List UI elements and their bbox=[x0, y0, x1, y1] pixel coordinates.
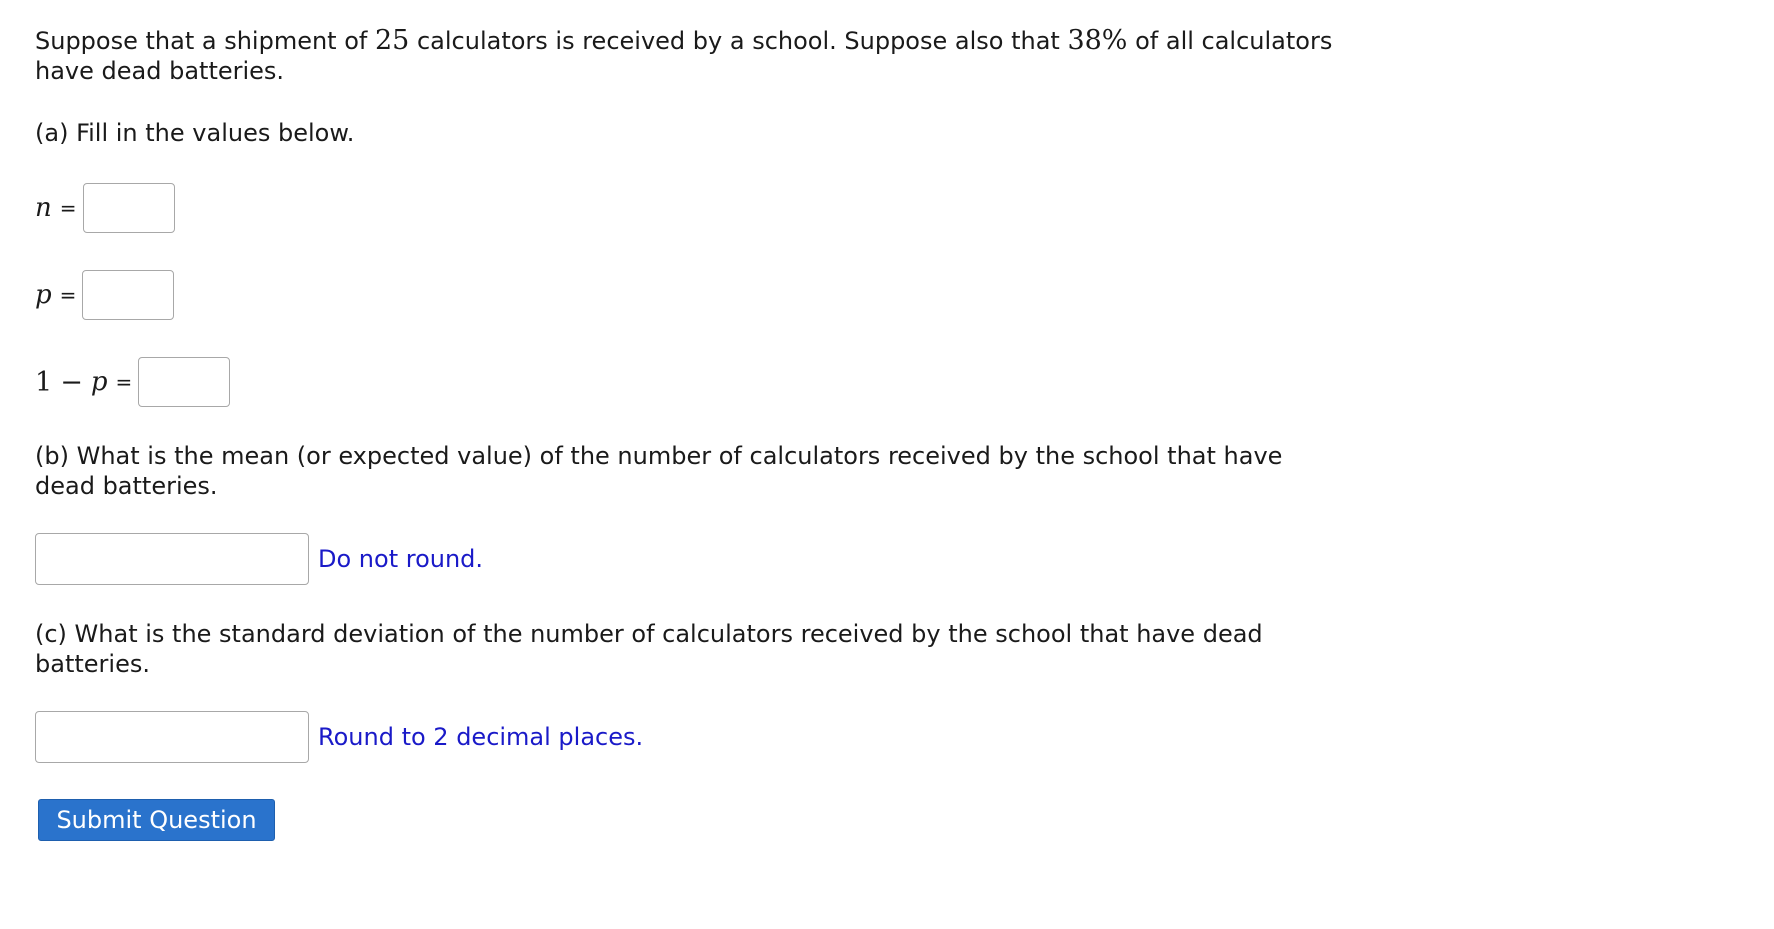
question-intro bbox=[35, 26, 1335, 86]
mean-row bbox=[35, 533, 483, 585]
one-minus-p-label bbox=[35, 367, 138, 398]
intro-text-1: Suppose that a shipment of bbox=[35, 27, 375, 55]
part-b-prompt: (b) What is the mean (or expected value) of the number of calculators received by the school that have dead batteries. bbox=[35, 442, 1283, 500]
p-label bbox=[35, 280, 82, 310]
part-a-prompt: (a) Fill in the values below. bbox=[35, 119, 355, 147]
dead-battery-percent: 38% bbox=[1067, 25, 1128, 56]
minus-symbol: − bbox=[60, 366, 83, 398]
p-input[interactable] bbox=[82, 270, 174, 320]
p-symbol: p bbox=[35, 280, 52, 310]
one-minus-p-input[interactable] bbox=[138, 357, 230, 407]
p-row bbox=[35, 269, 174, 321]
part-c-prompt: (c) What is the standard deviation of the number of calculators received by the school that have dead batteries. bbox=[35, 620, 1263, 678]
n-symbol: n bbox=[35, 193, 52, 223]
std-dev-hint: Round to 2 decimal places. bbox=[318, 723, 644, 751]
submit-question-button[interactable]: Submit Question bbox=[38, 799, 275, 841]
one-minus-p-row bbox=[35, 356, 230, 408]
n-equals: = bbox=[59, 196, 77, 220]
shipment-count: 25 bbox=[374, 25, 410, 56]
intro-text-2: calculators is received by a school. Suppose also that bbox=[409, 27, 1068, 55]
mean-input[interactable] bbox=[35, 533, 309, 585]
p-equals: = bbox=[59, 283, 77, 307]
one-symbol: 1 bbox=[35, 366, 53, 398]
intro-text-3: of all calculators have dead batteries. bbox=[35, 27, 1333, 85]
n-row bbox=[35, 182, 175, 234]
n-label bbox=[35, 193, 83, 223]
mean-hint: Do not round. bbox=[318, 545, 484, 573]
p-symbol-2: p bbox=[90, 367, 108, 397]
std-dev-input[interactable] bbox=[35, 711, 309, 763]
n-input[interactable] bbox=[83, 183, 175, 233]
one-minus-p-equals: = bbox=[115, 370, 133, 394]
std-dev-row bbox=[35, 711, 643, 763]
